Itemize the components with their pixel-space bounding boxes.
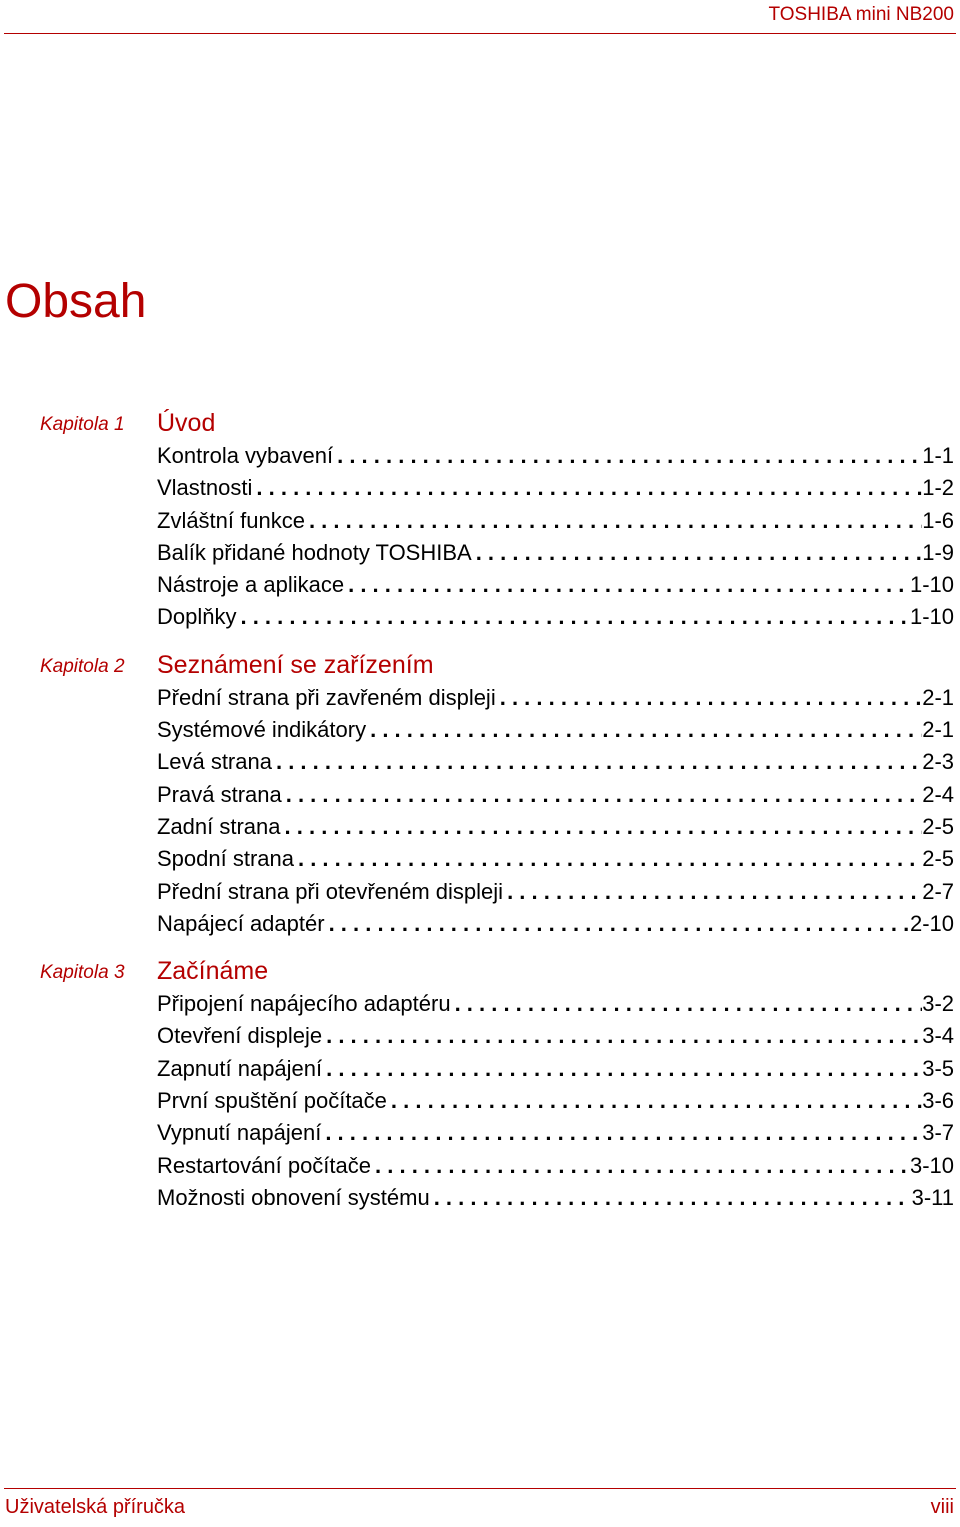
toc-entry[interactable] xyxy=(157,1020,954,1052)
toc-entry-page: 2-4 xyxy=(922,781,954,807)
toc-entry-page: 1-1 xyxy=(922,443,954,468)
dot-leader xyxy=(321,1117,922,1149)
toc-entry-page: 1-6 xyxy=(922,507,954,533)
toc-entry-page: 2-3 xyxy=(922,749,954,775)
toc-entry-page: 2-10 xyxy=(909,910,954,936)
toc-entry-page: 3-4 xyxy=(922,1023,954,1049)
running-header: TOSHIBA mini NB200 xyxy=(768,4,954,25)
toc-entry-title: Kontrola vybavení xyxy=(157,443,334,468)
toc-entry-page: 1-9 xyxy=(922,539,954,565)
dot-leader xyxy=(366,714,922,746)
toc-entry-title: Zadní strana xyxy=(157,813,281,839)
toc-entry-title: Vlastnosti xyxy=(157,475,253,501)
toc-entry-page: 3-11 xyxy=(911,1184,954,1210)
toc-entry-page: 2-1 xyxy=(922,684,954,710)
chapter-title[interactable]: Začínáme xyxy=(157,957,269,986)
toc-entry-page: 1-10 xyxy=(909,572,954,598)
dot-leader xyxy=(236,601,909,633)
dot-leader xyxy=(496,682,922,714)
table-of-contents xyxy=(0,406,960,1228)
toc-entry-title: Pravá strana xyxy=(157,781,282,807)
toc-entry-title: Doplňky xyxy=(157,604,237,630)
toc-entry[interactable] xyxy=(157,714,954,746)
toc-entry[interactable] xyxy=(157,440,954,472)
toc-entry-title: Zvláštní funkce xyxy=(157,507,305,533)
toc-entry-page: 3-2 xyxy=(922,991,954,1017)
toc-entry[interactable] xyxy=(157,537,954,569)
page-title: Obsah xyxy=(5,275,147,328)
dot-leader xyxy=(294,843,922,875)
toc-entry-title: Nástroje a aplikace xyxy=(157,572,345,598)
toc-entry[interactable] xyxy=(157,601,954,633)
footer-rule xyxy=(4,1488,956,1489)
toc-entry-title: Levá strana xyxy=(157,749,272,775)
toc-entry[interactable] xyxy=(157,908,954,940)
toc-entry-page: 1-2 xyxy=(922,475,954,501)
toc-entry-title: Připojení napájecího adaptéru xyxy=(157,991,451,1017)
dot-leader xyxy=(344,569,910,601)
dot-leader xyxy=(252,472,922,504)
footer-manual-title: Uživatelská příručka xyxy=(5,1496,186,1518)
toc-entry[interactable] xyxy=(157,876,954,908)
toc-entry[interactable] xyxy=(157,988,954,1020)
toc-entry[interactable] xyxy=(157,505,954,537)
chapter-label: Kapitola 3 xyxy=(40,962,125,984)
toc-entry-title: Restartování počítače xyxy=(157,1152,372,1178)
toc-entry-page: 2-7 xyxy=(922,878,954,904)
toc-entry-page: 2-1 xyxy=(922,717,954,743)
toc-entry-title: Vypnutí napájení xyxy=(157,1120,322,1146)
toc-entry[interactable] xyxy=(157,1117,954,1149)
dot-leader xyxy=(282,779,922,811)
toc-entry[interactable] xyxy=(157,746,954,778)
chapter-title[interactable]: Úvod xyxy=(157,409,216,437)
chapter-label: Kapitola 2 xyxy=(40,655,125,677)
toc-entry-title: Systémové indikátory xyxy=(157,717,367,743)
dot-leader xyxy=(305,505,922,537)
dot-leader xyxy=(322,1053,922,1085)
toc-entry-page: 2-5 xyxy=(922,813,954,839)
dot-leader xyxy=(387,1085,922,1117)
toc-entry-title: První spuštění počítače xyxy=(157,1088,387,1114)
dot-leader xyxy=(451,988,923,1020)
toc-entry[interactable] xyxy=(157,1182,954,1214)
toc-entry-page: 3-10 xyxy=(909,1152,954,1178)
toc-entry-title: Spodní strana xyxy=(157,846,294,872)
toc-entry-title: Balík přidané hodnoty TOSHIBA xyxy=(157,539,472,565)
dot-leader xyxy=(472,537,923,569)
chapter-label: Kapitola 1 xyxy=(40,414,125,435)
dot-leader xyxy=(325,908,910,940)
toc-entry[interactable] xyxy=(157,1150,954,1182)
toc-entry[interactable] xyxy=(157,1085,954,1117)
toc-entry[interactable] xyxy=(157,811,954,843)
toc-entry[interactable] xyxy=(157,779,954,811)
page-number: viii xyxy=(930,1496,954,1518)
toc-entry-page: 3-6 xyxy=(922,1088,954,1114)
toc-entry-page: 3-5 xyxy=(922,1055,954,1081)
toc-entry[interactable] xyxy=(157,682,954,714)
toc-entry[interactable] xyxy=(157,569,954,601)
chapter-title[interactable]: Seznámení se zařízením xyxy=(157,650,434,679)
toc-entry[interactable] xyxy=(157,843,954,875)
dot-leader xyxy=(272,746,922,778)
toc-entry-page: 1-10 xyxy=(909,604,954,630)
dot-leader xyxy=(503,876,922,908)
header-rule xyxy=(4,33,956,34)
dot-leader xyxy=(371,1150,910,1182)
dot-leader xyxy=(430,1182,912,1214)
toc-entry-title: Přední strana při otevřeném displeji xyxy=(157,878,504,904)
toc-entry[interactable] xyxy=(157,472,954,504)
toc-entry-title: Přední strana při zavřeném displeji xyxy=(157,684,496,710)
toc-entry-title: Možnosti obnovení systému xyxy=(157,1184,430,1210)
dot-leader xyxy=(333,440,922,472)
dot-leader xyxy=(322,1020,922,1052)
chapter-2 xyxy=(0,648,960,940)
chapter-1 xyxy=(0,406,960,634)
toc-entry-title: Otevření displeje xyxy=(157,1023,323,1049)
toc-entry-page: 3-7 xyxy=(922,1120,954,1146)
toc-entry[interactable] xyxy=(157,1053,954,1085)
chapter-3 xyxy=(0,954,960,1214)
toc-entry-title: Zapnutí napájení xyxy=(157,1055,323,1081)
toc-entry-title: Napájecí adaptér xyxy=(157,910,325,936)
dot-leader xyxy=(281,811,923,843)
toc-entry-page: 2-5 xyxy=(922,846,954,872)
